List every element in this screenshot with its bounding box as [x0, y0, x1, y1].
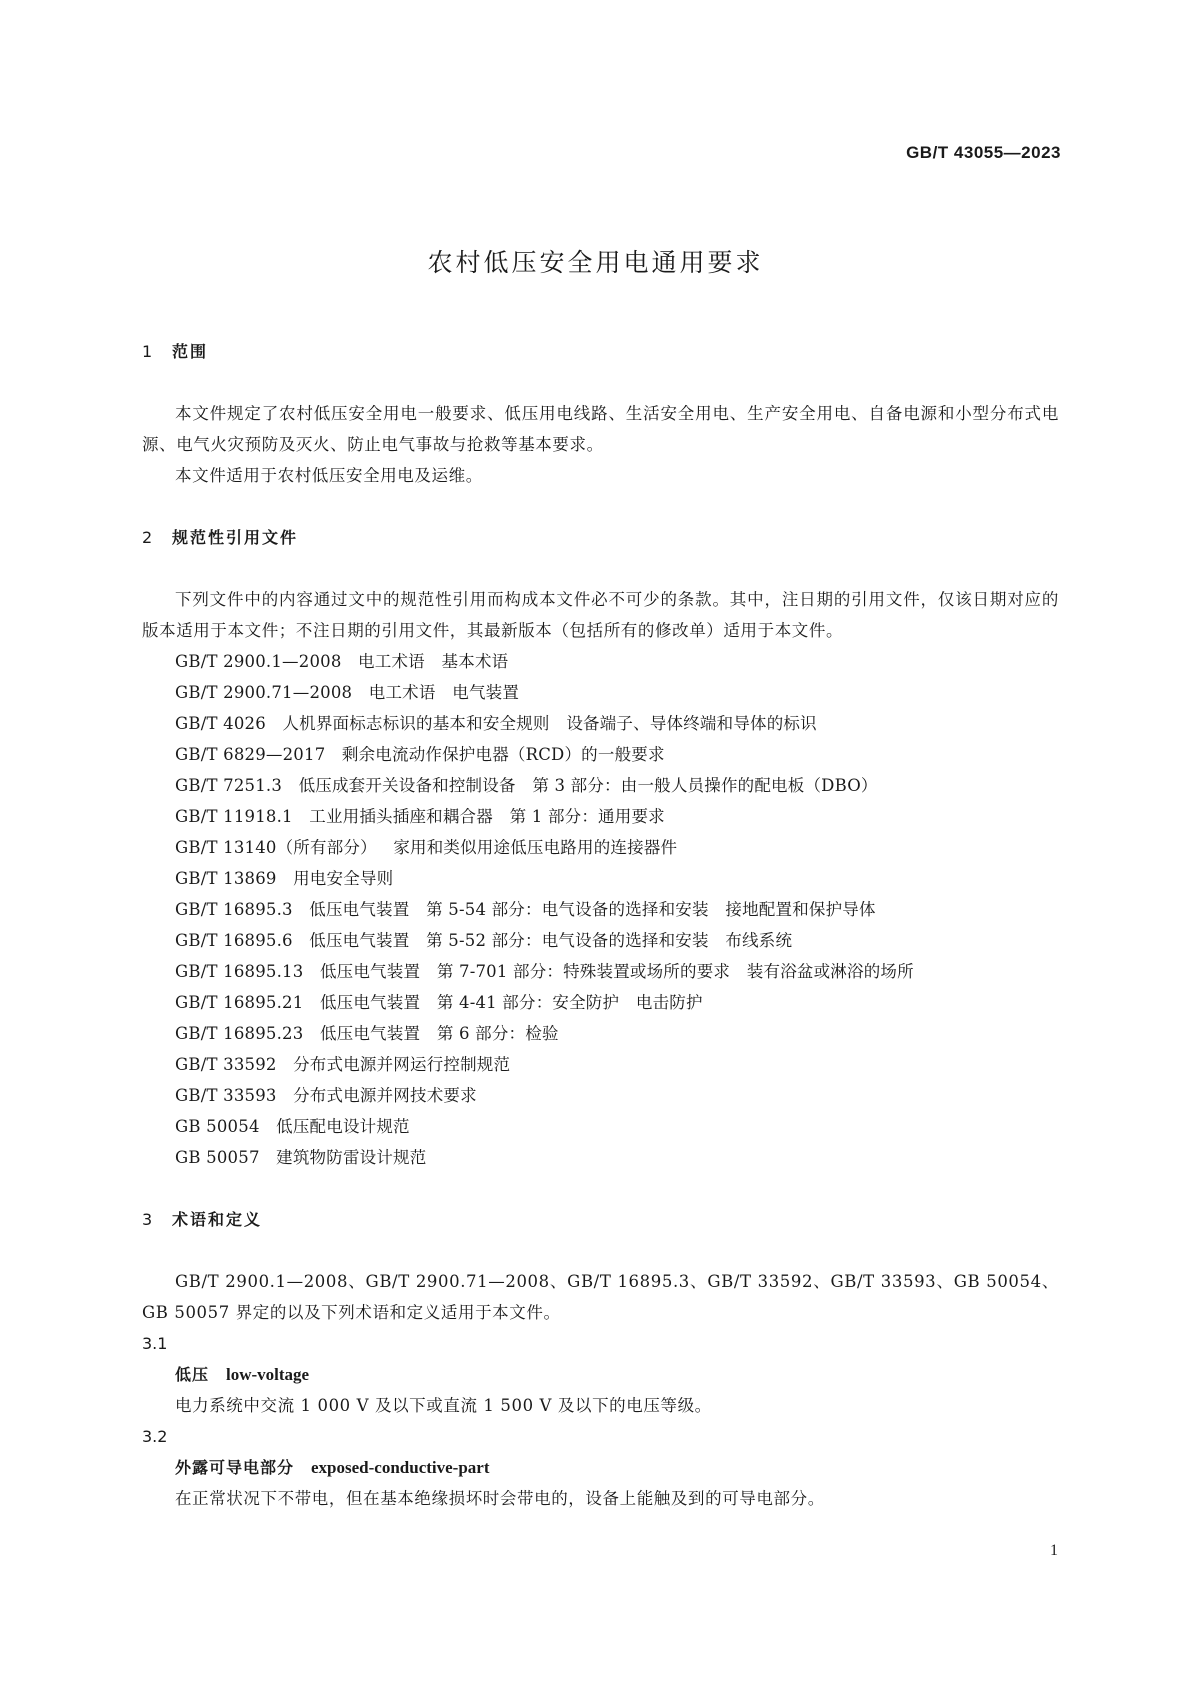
reference-item [142, 1018, 1059, 1049]
reference-code: GB/T 16895.3 [175, 900, 293, 919]
reference-code: GB/T 13140（所有部分） [175, 838, 377, 857]
paragraph: 本文件规定了农村低压安全用电一般要求、低压用电线路、生活安全用电、生产安全用电、自备电源和小型分布式电源、电气火灾预防及灭火、防止电气事故与抢救等基本要求。 [142, 404, 1059, 454]
reference-code: GB/T 16895.13 [175, 962, 304, 981]
section-heading-terms [142, 1204, 1059, 1235]
reference-name: 低压电气装置 第 6 部分：检验 [319, 1024, 559, 1043]
reference-item [142, 677, 1059, 708]
reference-name: 低压电气装置 第 4-41 部分：安全防护 电击防护 [319, 993, 703, 1012]
reference-item [142, 801, 1059, 832]
term-heading [142, 1452, 1059, 1483]
reference-name: 分布式电源并网技术要求 [293, 1086, 477, 1105]
section-number: 1 [142, 342, 154, 361]
reference-name: 低压电气装置 第 5-54 部分：电气设备的选择和安装 接地配置和保护导体 [309, 900, 876, 919]
page-number: 1 [1050, 1542, 1058, 1559]
reference-name: 建筑物防雷设计规范 [276, 1148, 427, 1167]
reference-item [142, 987, 1059, 1018]
reference-item [142, 925, 1059, 956]
reference-code: GB/T 13869 [175, 869, 277, 888]
reference-item [142, 770, 1059, 801]
reference-name: 分布式电源并网运行控制规范 [293, 1055, 511, 1074]
reference-code: GB 50057 [175, 1148, 260, 1167]
reference-code: GB/T 2900.1—2008 [175, 652, 342, 671]
reference-item [142, 832, 1059, 863]
term-en: low-voltage [226, 1365, 310, 1384]
reference-item [142, 708, 1059, 739]
reference-item [142, 1080, 1059, 1111]
reference-name: 低压电气装置 第 7-701 部分：特殊装置或场所的要求 装有浴盆或淋浴的场所 [319, 962, 914, 981]
reference-name: 剩余电流动作保护电器（RCD）的一般要求 [341, 745, 665, 764]
reference-item [142, 863, 1059, 894]
reference-name: 低压成套开关设备和控制设备 第 3 部分：由一般人员操作的配电板（DBO） [298, 776, 878, 795]
reference-list [142, 646, 1059, 1173]
reference-item [142, 1142, 1059, 1173]
section-heading-scope [142, 336, 1059, 367]
reference-name: 人机界面标志标识的基本和安全规则 设备端子、导体终端和导体的标识 [282, 714, 817, 733]
term-en: exposed-conductive-part [311, 1458, 490, 1477]
section-number: 3 [142, 1210, 154, 1229]
reference-name: 低压电气装置 第 5-52 部分：电气设备的选择和安装 布线系统 [309, 931, 793, 950]
reference-code: GB/T 11918.1 [175, 807, 293, 826]
reference-code: GB/T 6829—2017 [175, 745, 326, 764]
term-zh: 外露可导电部分 [175, 1458, 295, 1477]
section-title: 规范性引用文件 [172, 528, 299, 547]
reference-code: GB/T 4026 [175, 714, 266, 733]
term-zh: 低压 [175, 1365, 210, 1384]
reference-item [142, 1111, 1059, 1142]
reference-item [142, 894, 1059, 925]
section-title: 范围 [172, 342, 209, 361]
paragraph: GB/T 2900.1—2008、GB/T 2900.71—2008、GB/T 16895.3、GB/T 33592、GB/T 33593、GB 50054、GB 50057 界定的以及下列术语和定义适用于本文件。 [142, 1272, 1059, 1322]
term-heading [142, 1359, 1059, 1390]
reference-code: GB/T 16895.21 [175, 993, 304, 1012]
term-number: 3.2 [142, 1427, 168, 1446]
section-title: 术语和定义 [172, 1210, 263, 1229]
term-definition: 在正常状况下不带电，但在基本绝缘损坏时会带电的，设备上能触及到的可导电部分。 [175, 1489, 825, 1508]
reference-name: 用电安全导则 [293, 869, 394, 888]
reference-name: 电工术语 基本术语 [358, 652, 509, 671]
reference-code: GB/T 2900.71—2008 [175, 683, 353, 702]
reference-item [142, 956, 1059, 987]
reference-code: GB/T 33593 [175, 1086, 277, 1105]
reference-code: GB 50054 [175, 1117, 260, 1136]
reference-item [142, 1049, 1059, 1080]
section-number: 2 [142, 528, 154, 547]
reference-code: GB/T 7251.3 [175, 776, 283, 795]
document-body [142, 336, 1059, 1514]
reference-item [142, 646, 1059, 677]
reference-name: 低压配电设计规范 [276, 1117, 410, 1136]
paragraph: 本文件适用于农村低压安全用电及运维。 [175, 466, 483, 485]
term-definition: 电力系统中交流 1 000 V 及以下或直流 1 500 V 及以下的电压等级。 [175, 1396, 712, 1415]
reference-name: 工业用插头插座和耦合器 第 1 部分：通用要求 [309, 807, 665, 826]
term-number: 3.1 [142, 1334, 168, 1353]
reference-code: GB/T 33592 [175, 1055, 277, 1074]
reference-code: GB/T 16895.6 [175, 931, 293, 950]
reference-name: 家用和类似用途低压电路用的连接器件 [393, 838, 678, 857]
reference-code: GB/T 16895.23 [175, 1024, 304, 1043]
reference-name: 电工术语 电气装置 [368, 683, 520, 702]
section-heading-normative-refs [142, 522, 1059, 553]
document-title: 农村低压安全用电通用要求 [427, 248, 764, 277]
standard-code: GB/T 43055—2023 [906, 143, 1061, 162]
paragraph: 下列文件中的内容通过文中的规范性引用而构成本文件必不可少的条款。其中，注日期的引用文件，仅该日期对应的版本适用于本文件；不注日期的引用文件，其最新版本（包括所有的修改单）适用于本文件。 [142, 590, 1059, 640]
reference-item [142, 739, 1059, 770]
